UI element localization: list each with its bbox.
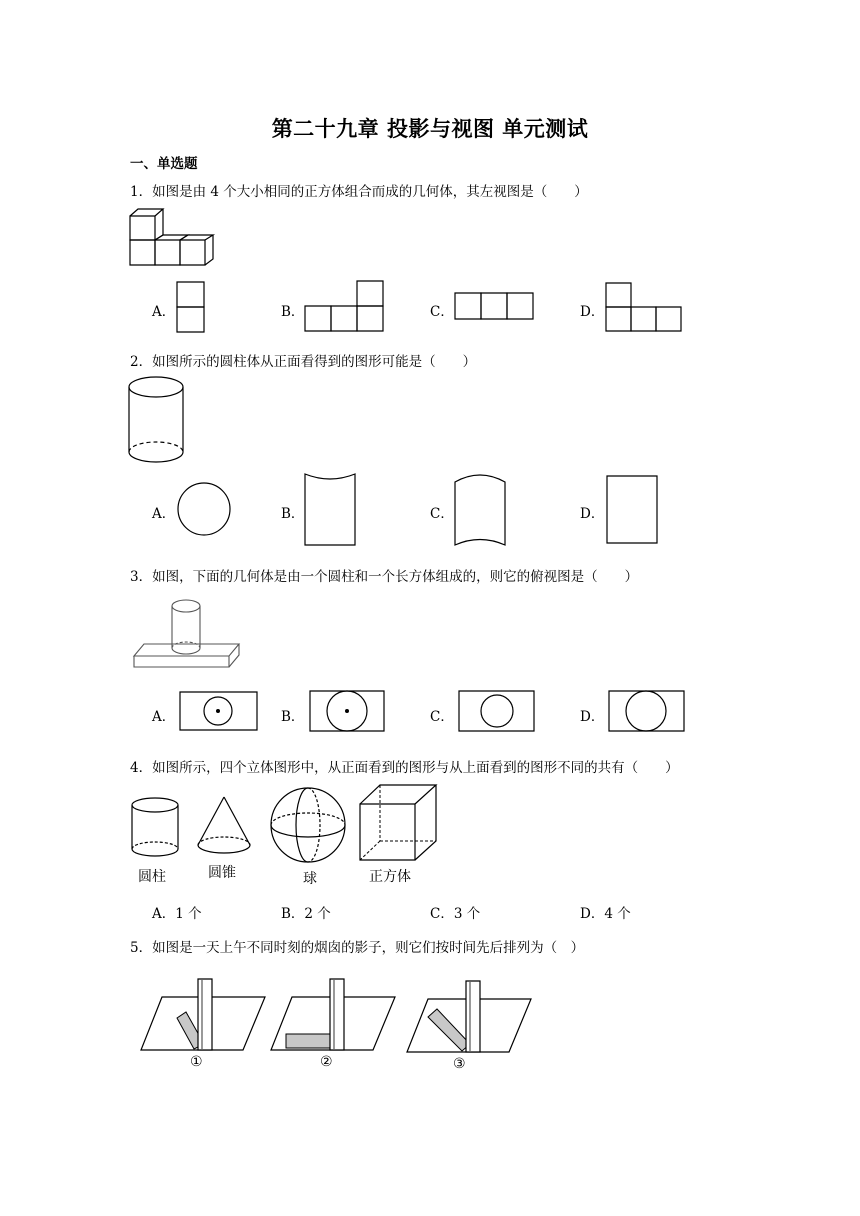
q3-option-a-label[interactable]: A． <box>152 709 176 725</box>
q3-option-d-label[interactable]: D． <box>580 709 605 725</box>
q2-option-a-figure <box>177 482 233 538</box>
q5-chimney-figure-2 <box>270 978 398 1054</box>
question-2-text: 2．如图所示的圆柱体从正面看得到的图形可能是（ ） <box>130 354 477 370</box>
q1-option-c-figure <box>454 292 536 322</box>
q4-option-c[interactable]: C．3 个 <box>430 906 481 922</box>
q1-option-a-figure <box>176 281 206 333</box>
q3-option-c-figure <box>458 690 538 734</box>
q2-option-b-figure <box>304 472 358 548</box>
q3-option-b-figure <box>309 690 387 734</box>
q2-option-b-label[interactable]: B． <box>281 506 305 522</box>
page-title: 第二十九章 投影与视图 单元测试 <box>271 117 589 141</box>
q4-option-a[interactable]: A．1 个 <box>152 906 202 922</box>
q2-option-c-label[interactable]: C． <box>430 506 454 522</box>
q4-option-b[interactable]: B．2 个 <box>281 906 331 922</box>
q4-sphere-icon <box>269 786 349 866</box>
question-4-text: 4．如图所示，四个立体图形中，从正面看到的图形与从上面看到的图形不同的共有（ ） <box>130 760 679 776</box>
question-5-text: 5．如图是一天上午不同时刻的烟囱的影子，则它们按时间先后排列为（ ） <box>130 940 585 956</box>
question-3-text: 3．如图，下面的几何体是由一个圆柱和一个长方体组成的，则它的俯视图是（ ） <box>130 569 639 585</box>
q1-option-c-label[interactable]: C． <box>430 304 454 320</box>
q5-label-3: ③ <box>453 1056 466 1072</box>
q4-option-d[interactable]: D．4 个 <box>580 906 631 922</box>
q5-label-2: ② <box>320 1054 333 1070</box>
section-heading: 一、单选题 <box>130 156 198 172</box>
q2-option-c-figure <box>454 472 508 548</box>
q1-option-d-label[interactable]: D． <box>580 304 605 320</box>
q5-label-1: ① <box>190 1054 203 1070</box>
q1-option-b-figure <box>304 279 386 333</box>
q2-figure-cylinder <box>128 376 188 466</box>
q1-option-d-figure <box>605 282 685 334</box>
q2-option-d-figure <box>606 475 660 545</box>
q1-option-b-label[interactable]: B． <box>281 304 305 320</box>
q5-chimney-figure-1 <box>140 978 268 1054</box>
q3-option-a-figure <box>179 691 261 733</box>
q4-cone-icon <box>196 796 252 860</box>
q1-option-a-label[interactable]: A． <box>152 304 176 320</box>
q4-cube-icon <box>359 784 439 864</box>
q3-option-d-figure <box>608 690 688 734</box>
q4-cylinder-icon <box>131 797 183 859</box>
q3-figure-cylinder-on-box <box>131 598 241 672</box>
q4-label-cone: 圆锥 <box>208 865 236 881</box>
q2-option-d-label[interactable]: D． <box>580 506 605 522</box>
q3-option-b-label[interactable]: B． <box>281 709 305 725</box>
q5-chimney-figure-3 <box>406 980 534 1056</box>
q4-label-cube: 正方体 <box>369 869 411 885</box>
q2-option-a-label[interactable]: A． <box>152 506 176 522</box>
q1-figure-cubes <box>128 208 218 270</box>
question-1-text: 1．如图是由 4 个大小相同的正方体组合而成的几何体，其左视图是（ ） <box>130 184 588 200</box>
q4-label-sphere: 球 <box>303 871 317 887</box>
q3-option-c-label[interactable]: C． <box>430 709 454 725</box>
q4-label-cylinder: 圆柱 <box>138 869 166 885</box>
